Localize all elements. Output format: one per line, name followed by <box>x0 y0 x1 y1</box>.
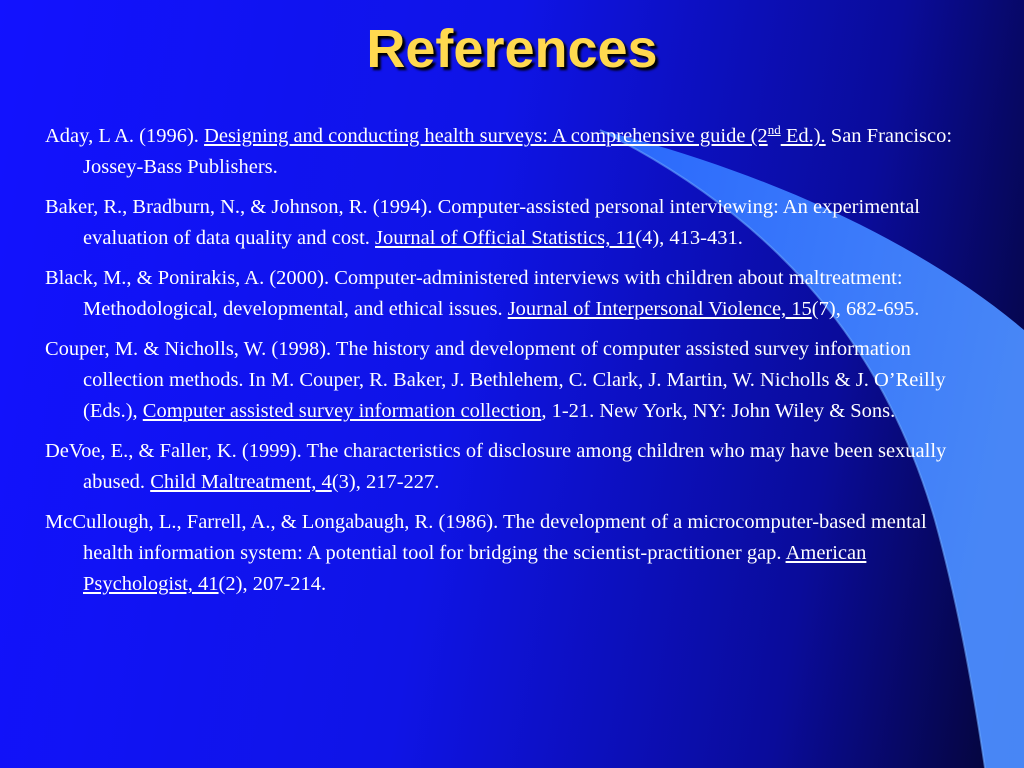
reference-text: McCullough, L., Farrell, A., & Longabaugh, R. (1986). The development of a microcomputer-based mental health information system: A potential tool for bridging the scientist-practitioner gap. <box>45 511 927 564</box>
reference-source: Computer assisted survey information collection <box>142 400 542 422</box>
reference-list <box>45 121 980 609</box>
reference-source: Journal of Official Statistics, 11 <box>375 227 636 249</box>
reference-details: (2), 207-214. <box>218 573 327 595</box>
reference-source-continued: Ed.). <box>780 125 826 147</box>
reference-item <box>45 121 980 183</box>
reference-text: Baker, R., Bradburn, N., & Johnson, R. (1994). Computer-assisted personal interviewing: An experimental evaluation of data quality and cost. <box>45 196 920 249</box>
reference-item <box>45 263 980 325</box>
reference-details: , 1-21. New York, NY: John Wiley & Sons. <box>541 400 896 422</box>
reference-text: Black, M., & Ponirakis, A. (2000). Computer-administered interviews with children about maltreatment: Methodological, developmental, and ethical issues. <box>45 267 903 320</box>
reference-item <box>45 192 980 254</box>
reference-details: (3), 217-227. <box>331 471 440 493</box>
reference-details: San Francisco: Jossey-Bass Publishers. <box>83 125 953 178</box>
reference-item <box>45 507 980 600</box>
reference-text: DeVoe, E., & Faller, K. (1999). The characteristics of disclosure among children who may have been sexually abused. <box>45 440 947 493</box>
reference-item <box>45 334 980 427</box>
reference-source: Journal of Interpersonal Violence, 15 <box>507 298 812 320</box>
reference-details: (4), 413-431. <box>635 227 743 249</box>
reference-text: Couper, M. & Nicholls, W. (1998). The history and development of computer assisted survey information collection methods. In M. Couper, R. Baker, J. Bethlehem, C. Clark, J. Martin, W. Nicholls & J. O’Reilly (Eds.), <box>45 338 946 422</box>
reference-source: Designing and conducting health surveys: A comprehensive guide (2 <box>204 125 768 147</box>
reference-source: American Psychologist, 41 <box>83 542 867 595</box>
reference-source: Child Maltreatment, 4 <box>150 471 332 493</box>
slide-title: References <box>366 19 658 79</box>
reference-details: (7), 682-695. <box>811 298 920 320</box>
reference-text: Aday, L A. (1996). <box>45 125 205 147</box>
reference-item <box>45 436 980 498</box>
reference-source-superscript: nd <box>767 122 781 137</box>
